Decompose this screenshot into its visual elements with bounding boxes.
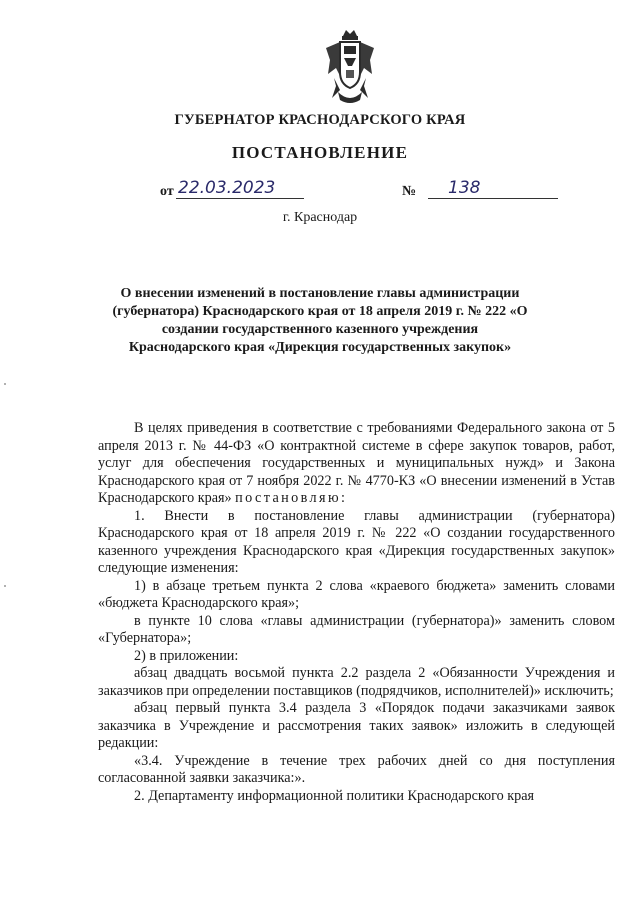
date-prefix: от <box>160 184 174 199</box>
paragraph-subitem-1: 1) в абзаце третьем пункта 2 слова «краевого бюджета» заменить словами «бюджета Краснодарского края»; <box>98 577 615 611</box>
number-handwritten: 138 <box>428 178 558 199</box>
paragraph-clause-3-4: абзац первый пункта 3.4 раздела 3 «Порядок подачи заказчиками заявок заказчика в Учреждение и рассмотрения таких заявок» изложить в следующей редакции: <box>98 700 615 751</box>
date-number-row <box>0 178 640 204</box>
paragraph-clause-2-2: абзац двадцать восьмой пункта 2.2 раздела 2 «Обязанности Учреждения и заказчиков при определении поставщиков (подрядчиков, исполнителей)» исключить; <box>98 665 615 699</box>
city-label: г. Краснодар <box>282 210 358 225</box>
scan-speck <box>4 383 6 385</box>
number-prefix: № <box>402 184 417 199</box>
paragraph-item-10: в пункте 10 слова «главы администрации (губернатора)» заменить словом «Губернатора»; <box>98 612 615 646</box>
issuer-heading: ГУБЕРНАТОР КРАСНОДАРСКОГО КРАЯ <box>174 112 466 128</box>
document-type-heading: ПОСТАНОВЛЕНИЕ <box>231 143 409 162</box>
paragraph-subitem-2: 2) в приложении: <box>134 647 239 664</box>
document-title: О внесении изменений в постановление главы администрации (губернатора) Краснодарского края от 18 апреля 2019 г. № 222 «О создании государственного казенного учреждения Краснодарского края «Дирекция государственных закупок» <box>112 286 528 355</box>
document-body <box>98 420 615 805</box>
paragraph-quote-3-4: «3.4. Учреждение в течение трех рабочих дней со дня поступления согласованной заявки заказчика:». <box>98 752 615 786</box>
paragraph-preamble <box>98 420 615 508</box>
date-handwritten: 22.03.2023 <box>176 178 304 199</box>
paragraph-item-1: 1. Внести в постановление главы администрации (губернатора) Краснодарского края от 18 апреля 2019 г. № 222 «О создании государственного казенного учреждения Краснодарского края «Дирекция государственных закупок» следующие изменения: <box>98 507 615 576</box>
decree-word: постановляю: <box>235 490 348 506</box>
coat-of-arms-emblem <box>322 28 378 106</box>
paragraph-item-2: 2. Департаменту информационной политики Краснодарского края <box>134 787 535 804</box>
scan-speck <box>4 585 6 587</box>
preamble-text: В целях приведения в соответствие с требованиями Федерального закона от 5 апреля 2013 г. № 44-ФЗ «О контрактной системе в сфере закупок товаров, работ, услуг для обеспечения государственных и муниципальных нужд» и Закона Краснодарского края от 7 ноября 2022 г. № 4770-КЗ «О внесении изменений в Устав Краснодарского края» <box>98 420 615 506</box>
